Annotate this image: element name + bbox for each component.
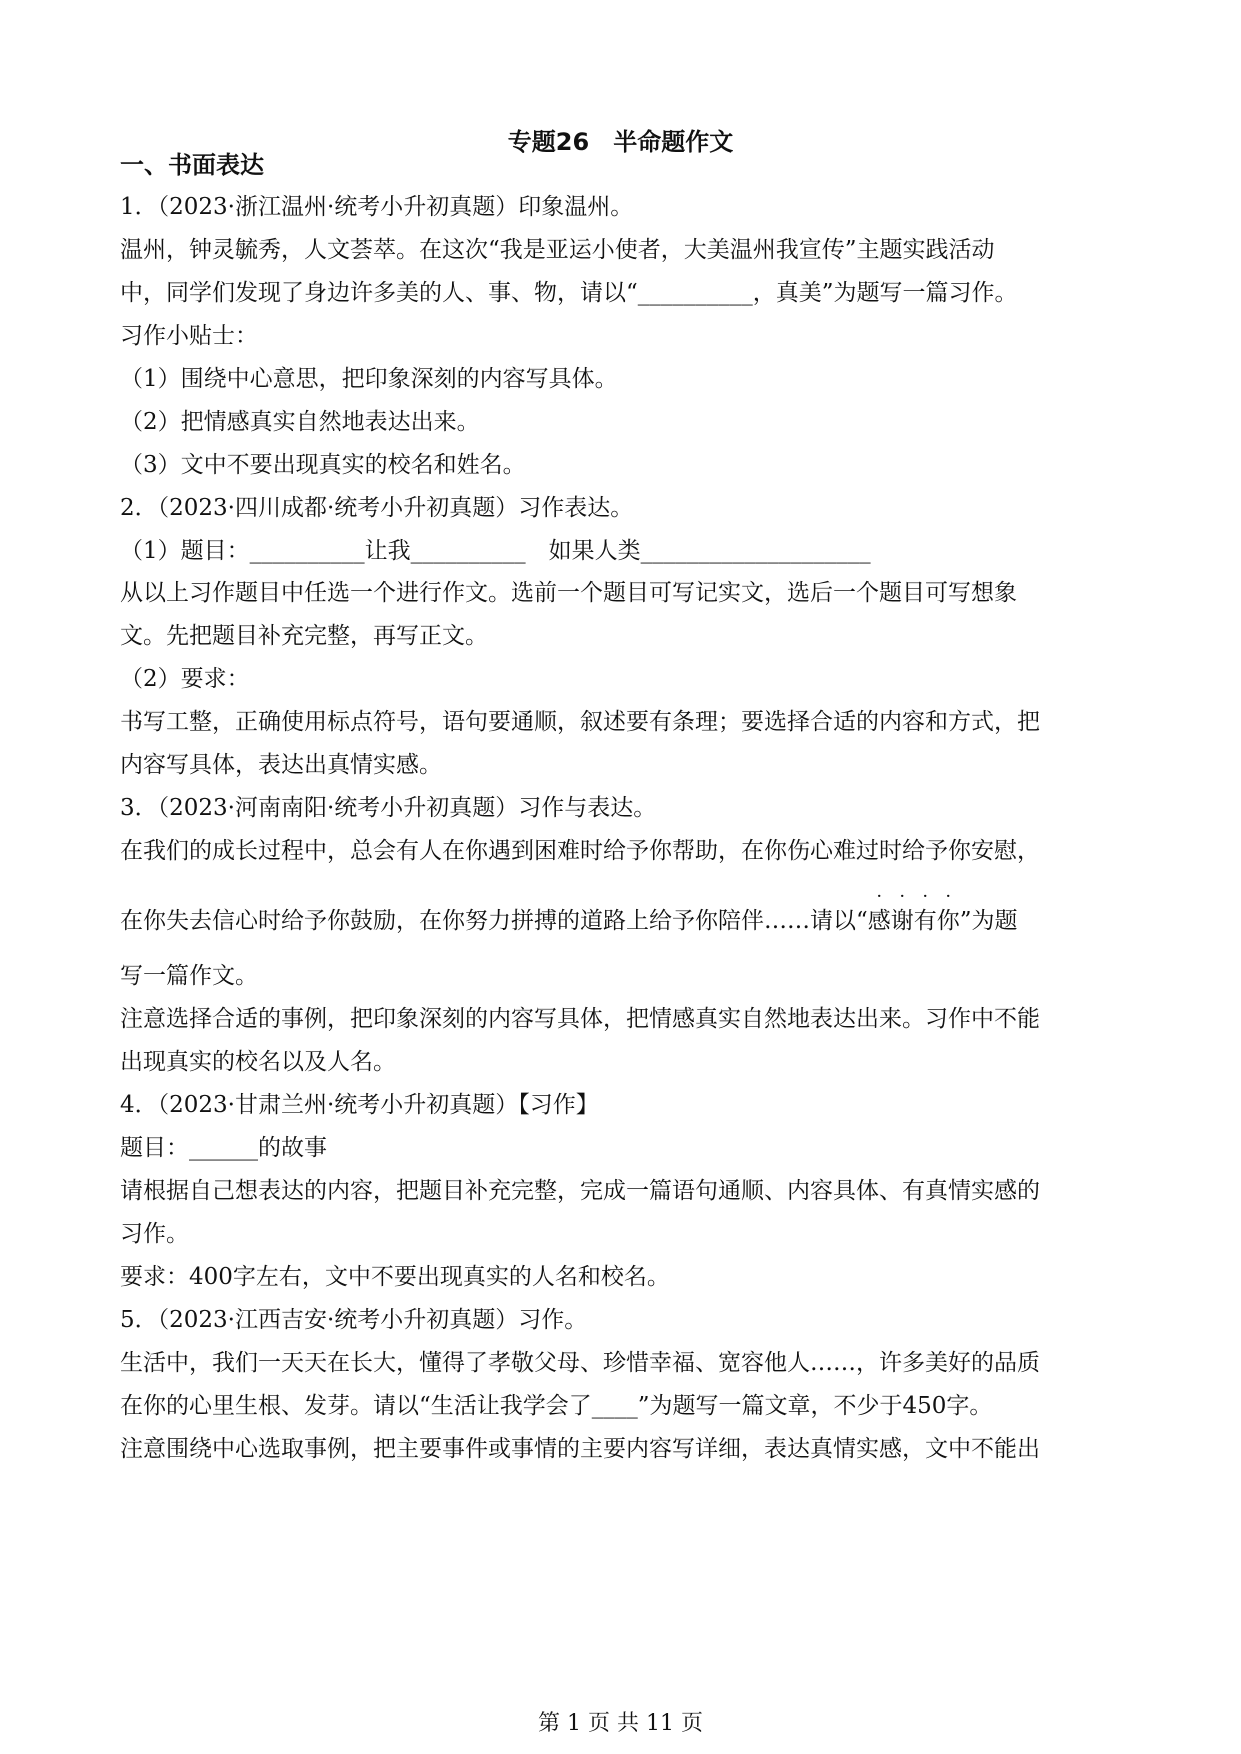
emphasis-dot: ·: [899, 886, 906, 907]
question-4-requirements: 要求：400字左右，文中不要出现真实的人名和校名。: [120, 1264, 670, 1290]
question-1-tip: （2）把情感真实自然地表达出来。: [120, 409, 480, 435]
emphasis-dot: ·: [945, 886, 952, 907]
question-4-topic: 题目：______的故事: [120, 1135, 327, 1161]
question-2-paragraph: 文。先把题目补充完整，再写正文。: [120, 623, 488, 649]
question-3-text-before: 在你失去信心时给予你鼓励，在你努力拼搏的道路上给予你陪伴……请以“: [120, 908, 868, 934]
question-1-tip: （1）围绕中心意思，把印象深刻的内容写具体。: [120, 366, 618, 392]
question-3-paragraph: 注意选择合适的事例，把印象深刻的内容写具体，把情感真实自然地表达出来。习作中不能: [120, 1006, 1040, 1032]
question-3-paragraph: 出现真实的校名以及人名。: [120, 1049, 396, 1075]
question-2-paragraph: 从以上习作题目中任选一个进行作文。选前一个题目可写记实文，选后一个题目可写想象: [120, 580, 1017, 606]
question-2-topics: （1）题目：__________让我__________ 如果人类____________________: [120, 538, 871, 564]
section-heading: 一、书面表达: [120, 151, 264, 179]
question-1-paragraph: 温州，钟灵毓秀，人文荟萃。在这次“我是亚运小使者，大美温州我宣传”主题实践活动: [120, 237, 995, 263]
page-number-footer: 第 1 页 共 11 页: [538, 1711, 703, 1736]
question-3-paragraph: [120, 886, 1130, 936]
question-2-paragraph: 内容写具体，表达出真情实感。: [120, 752, 442, 778]
question-5-paragraph: 在你的心里生根、发芽。请以“生活让我学会了____”为题写一篇文章，不少于450字。: [120, 1393, 993, 1419]
question-3-heading: 3．（2023·河南南阳·统考小升初真题）习作与表达。: [120, 795, 657, 821]
question-2-requirements-label: （2）要求：: [120, 666, 250, 692]
question-4-paragraph: 习作。: [120, 1221, 189, 1247]
emphasis-dot: ·: [922, 886, 929, 907]
emphasized-title-text: 感谢有你: [867, 908, 960, 934]
question-2-heading: 2．（2023·四川成都·统考小升初真题）习作表达。: [120, 495, 634, 521]
emphasis-dot: ·: [876, 886, 883, 907]
question-5-paragraph: 注意围绕中心选取事例，把主要事件或事情的主要内容写详细，表达真情实感，文中不能出: [120, 1436, 1040, 1462]
question-1-tips-label: 习作小贴士：: [120, 323, 258, 349]
question-3-paragraph: 写一篇作文。: [120, 963, 258, 989]
question-3-paragraph: 在我们的成长过程中，总会有人在你遇到困难时给予你帮助，在你伤心难过时给予你安慰，: [120, 838, 1040, 864]
emphasized-title: [867, 886, 960, 936]
question-3-text-after: ”为题: [959, 908, 1018, 934]
page-title: 专题26 半命题作文: [507, 128, 734, 156]
question-4-paragraph: 请根据自己想表达的内容，把题目补充完整，完成一篇语句通顺、内容具体、有真情实感的: [120, 1178, 1040, 1204]
question-1-tip: （3）文中不要出现真实的校名和姓名。: [120, 452, 526, 478]
emphasis-dots: [868, 888, 960, 906]
question-4-heading: 4．（2023·甘肃兰州·统考小升初真题）【习作】: [120, 1092, 599, 1118]
question-2-paragraph: 书写工整，正确使用标点符号，语句要通顺，叙述要有条理；要选择合适的内容和方式，把: [120, 709, 1040, 735]
question-1-paragraph: 中，同学们发现了身边许多美的人、事、物，请以“__________，真美”为题写一篇习作。: [120, 280, 1018, 306]
question-5-heading: 5．（2023·江西吉安·统考小升初真题）习作。: [120, 1307, 588, 1333]
question-5-paragraph: 生活中，我们一天天在长大，懂得了孝敬父母、珍惜幸福、宽容他人……，许多美好的品质: [120, 1350, 1040, 1376]
question-1-heading: 1．（2023·浙江温州·统考小升初真题）印象温州。: [120, 194, 634, 220]
